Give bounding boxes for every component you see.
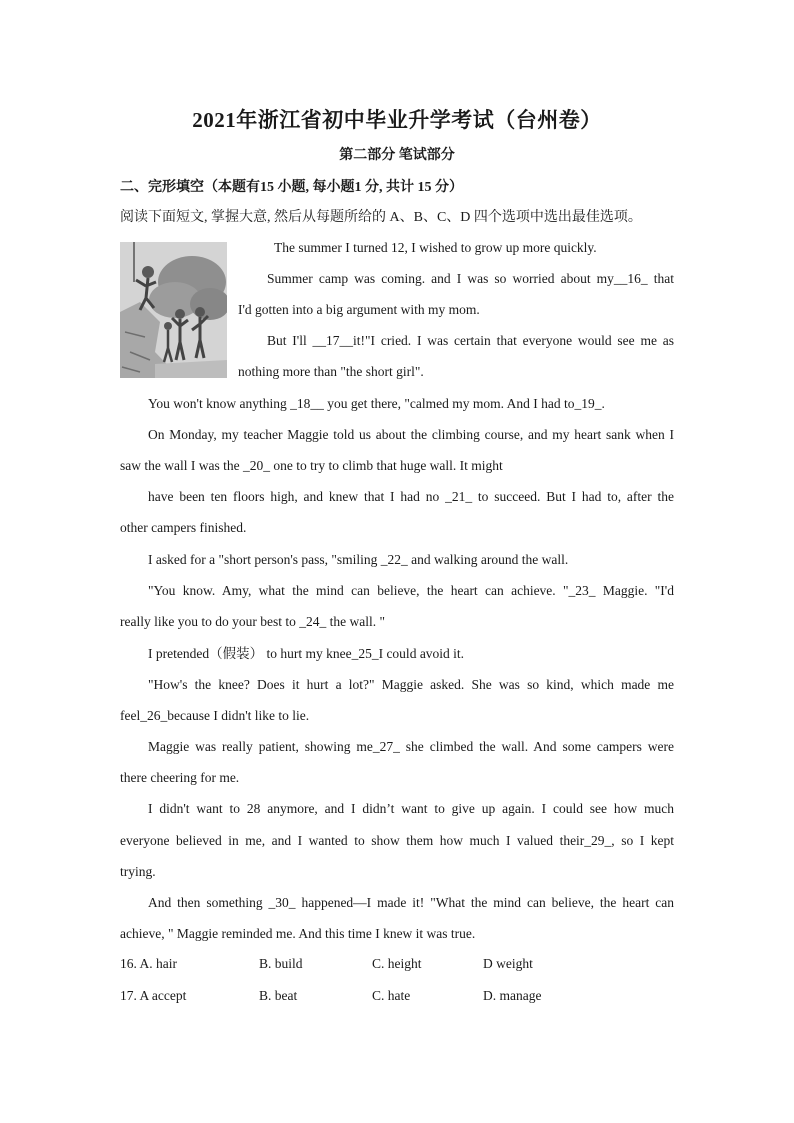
passage-line: trying. — [120, 864, 156, 879]
question-17-option-c: C. hate — [372, 988, 411, 1003]
section-heading: 二、完形填空（本题有15 小题, 每小题1 分, 共计 15 分） — [120, 180, 463, 195]
passage-line: I pretended（假装） to hurt my knee_25_I could avoid it. — [148, 646, 465, 661]
question-17-option-d: D. manage — [483, 988, 542, 1003]
passage-line: everyone believed in me, and I wanted to show them how much I valued their_29_, so I kept — [120, 833, 674, 848]
passage-line: "How's the knee? Does it hurt a lot?" Maggie asked. She was so kind, which made me — [148, 677, 674, 692]
passage-line: have been ten floors high, and knew that I had no _21_ to succeed. But I had to, after the — [148, 489, 674, 504]
passage-line: Summer camp was coming. and I was so worried about my__16_ that — [267, 271, 674, 286]
passage-line: And then something _30_ happened—I made it! "What the mind can believe, the heart can — [148, 895, 674, 910]
question-16-option-d: D weight — [483, 956, 533, 971]
passage-line: The summer I turned 12, I wished to grow up more quickly. — [274, 240, 597, 255]
climbing-illustration — [120, 242, 227, 378]
exam-subtitle: 第二部分 笔试部分 — [339, 148, 455, 163]
passage-line: Maggie was really patient, showing me_27_ she climbed the wall. And some campers were — [148, 739, 674, 754]
passage-line: You won't know anything _18__ you get there, "calmed my mom. And I had to_19_. — [148, 396, 605, 411]
exam-title: 2021年浙江省初中毕业升学考试（台州卷） — [192, 108, 602, 132]
passage-line: I'd gotten into a big argument with my mom. — [238, 302, 480, 317]
passage-line: other campers finished. — [120, 520, 247, 535]
question-16-option-c: C. height — [372, 956, 422, 971]
passage-line: "You know. Amy, what the mind can believe, the heart can achieve. "_23_ Maggie. "I'd — [148, 583, 674, 598]
question-16-option-b: B. build — [259, 956, 303, 971]
passage-line: On Monday, my teacher Maggie told us about the climbing course, and my heart sank when I — [148, 427, 674, 442]
passage-line: saw the wall I was the _20_ one to try to climb that huge wall. It might — [120, 458, 503, 473]
climbing-sketch-icon — [120, 242, 227, 378]
passage-line: really like you to do your best to _24_ the wall. " — [120, 614, 385, 629]
instruction-text: 阅读下面短文, 掌握大意, 然后从每题所给的 A、B、C、D 四个选项中选出最佳选项。 — [120, 210, 642, 225]
passage-line: achieve, " Maggie reminded me. And this time I knew it was true. — [120, 926, 476, 941]
passage-line: But I'll __17__it!"I cried. I was certain that everyone would see me as — [267, 333, 674, 348]
passage-line: I asked for a "short person's pass, "smiling _22_ and walking around the wall. — [148, 552, 569, 567]
question-17-option-b: B. beat — [259, 988, 298, 1003]
passage-line: nothing more than "the short girl". — [238, 364, 424, 379]
passage-line: there cheering for me. — [120, 770, 240, 785]
passage-line: feel_26_because I didn't like to lie. — [120, 708, 310, 723]
question-17-option-a: 17. A accept — [120, 988, 187, 1003]
question-16-option-a: 16. A. hair — [120, 956, 177, 971]
passage-line: I didn't want to 28 anymore, and I didn’t want to give up again. I could see how much — [148, 801, 674, 816]
